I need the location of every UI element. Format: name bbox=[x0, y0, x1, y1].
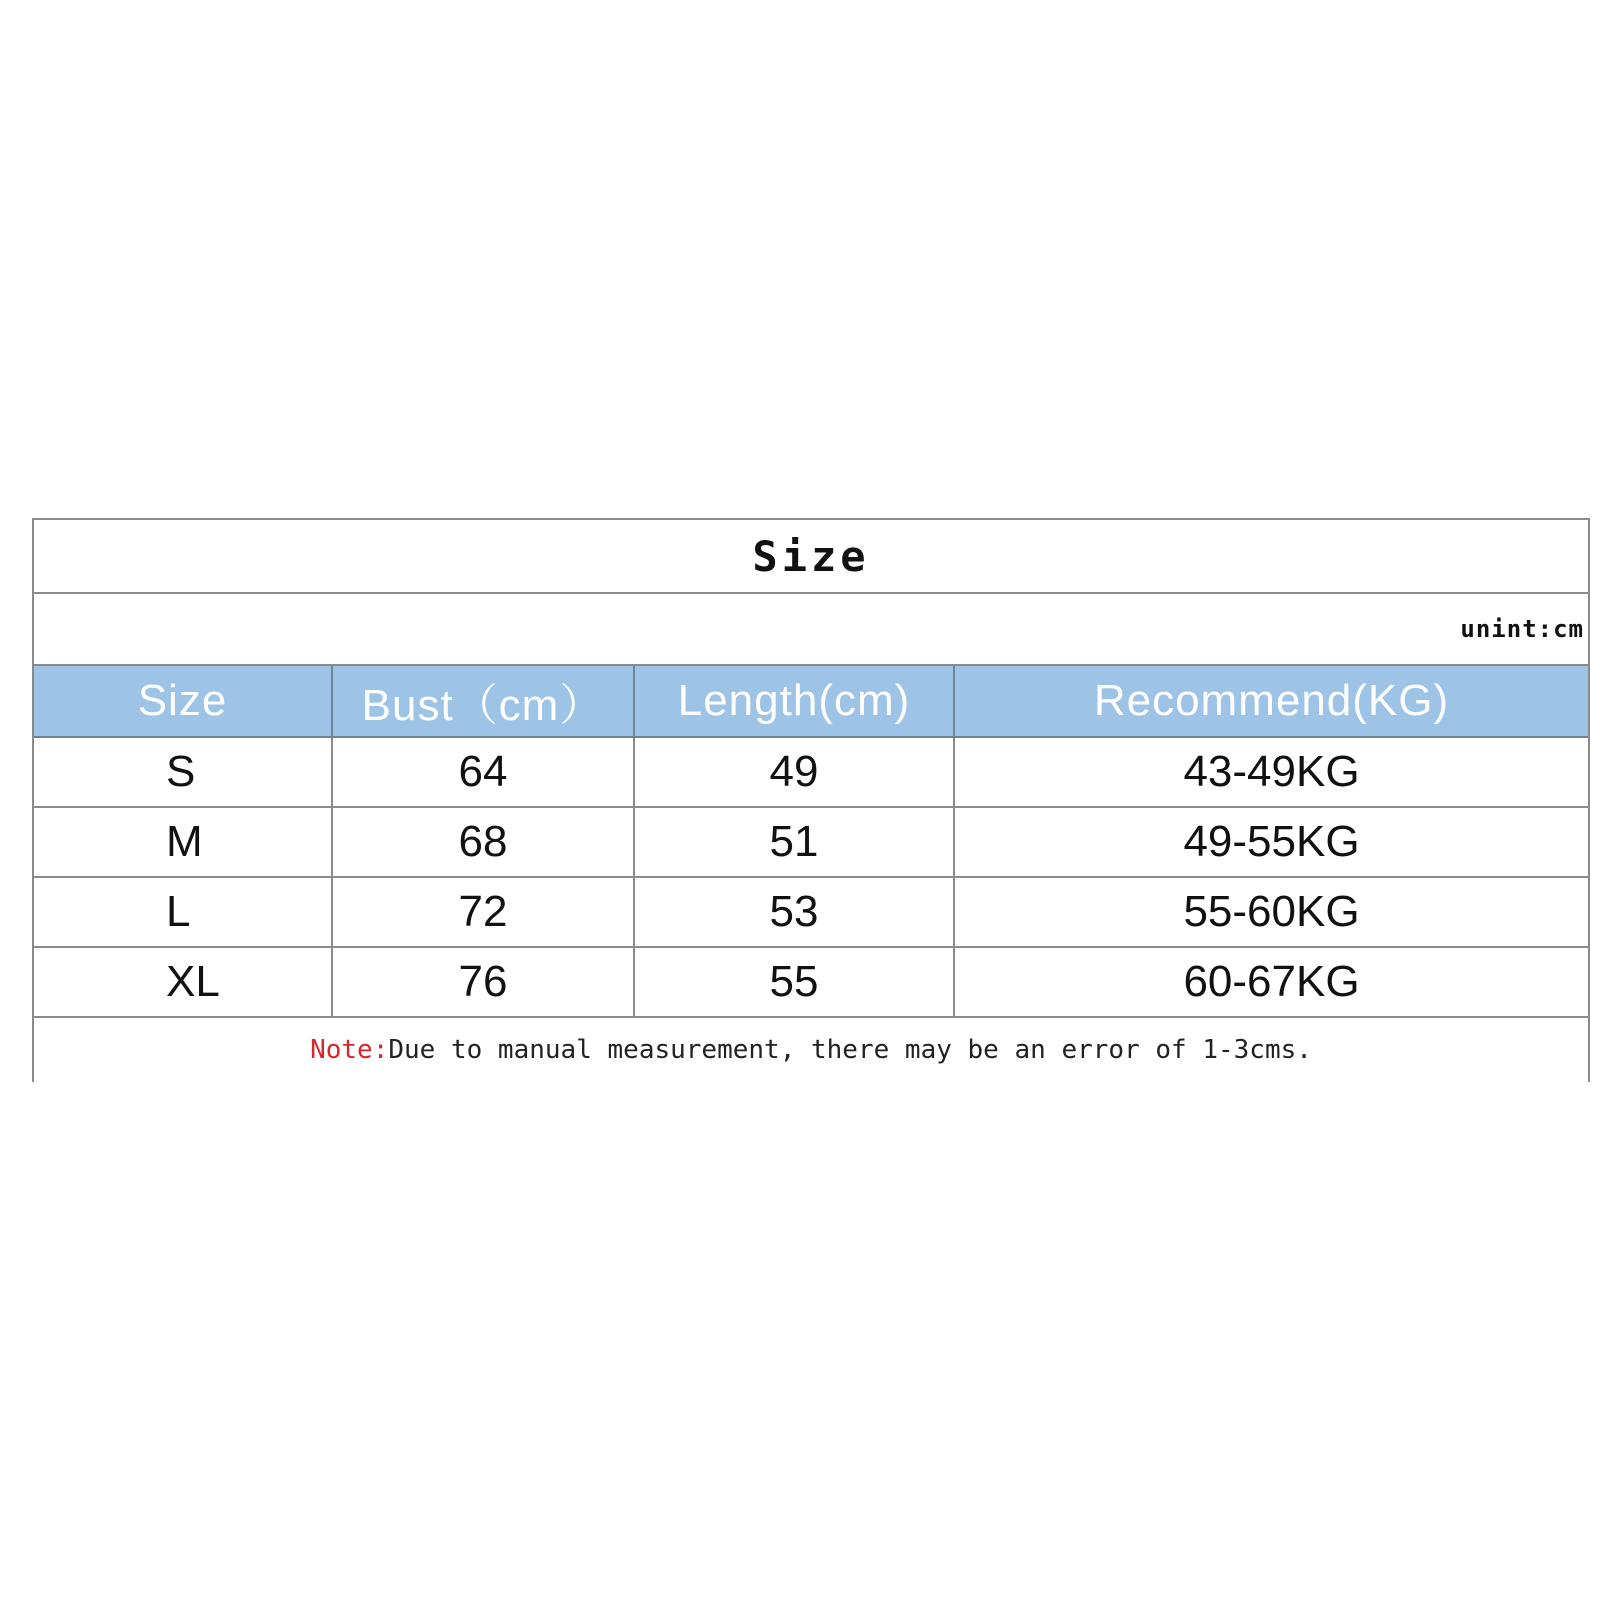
cell-bust: 68 bbox=[332, 807, 634, 877]
cell-length: 49 bbox=[634, 737, 954, 807]
cell-size: L bbox=[34, 877, 332, 947]
cell-recommend: 55-60KG bbox=[954, 877, 1588, 947]
table-row bbox=[34, 737, 1588, 807]
size-table bbox=[34, 666, 1588, 1018]
note-row bbox=[34, 1018, 1588, 1082]
cell-length: 53 bbox=[634, 877, 954, 947]
cell-bust: 72 bbox=[332, 877, 634, 947]
cell-size: M bbox=[34, 807, 332, 877]
column-header-length: Length(cm) bbox=[634, 666, 954, 737]
cell-recommend: 60-67KG bbox=[954, 947, 1588, 1017]
unit-label: unint:cm bbox=[1460, 615, 1584, 643]
column-header-recommend: Recommend(KG) bbox=[954, 666, 1588, 737]
table-header-row bbox=[34, 666, 1588, 737]
cell-recommend: 43-49KG bbox=[954, 737, 1588, 807]
chart-title-text: Size bbox=[752, 531, 870, 581]
column-header-bust: Bust（cm） bbox=[332, 666, 634, 737]
table-row bbox=[34, 877, 1588, 947]
table-row bbox=[34, 807, 1588, 877]
cell-size: S bbox=[34, 737, 332, 807]
column-header-size: Size bbox=[34, 666, 332, 737]
cell-length: 51 bbox=[634, 807, 954, 877]
size-chart bbox=[32, 518, 1590, 1082]
note-text: Due to manual measurement, there may be an error of 1-3cms. bbox=[388, 1035, 1312, 1065]
cell-recommend: 49-55KG bbox=[954, 807, 1588, 877]
cell-size: XL bbox=[34, 947, 332, 1017]
cell-length: 55 bbox=[634, 947, 954, 1017]
chart-title bbox=[34, 520, 1588, 594]
cell-bust: 76 bbox=[332, 947, 634, 1017]
cell-bust: 64 bbox=[332, 737, 634, 807]
table-row bbox=[34, 947, 1588, 1017]
note-label: Note: bbox=[310, 1035, 389, 1065]
unit-row bbox=[34, 594, 1588, 666]
